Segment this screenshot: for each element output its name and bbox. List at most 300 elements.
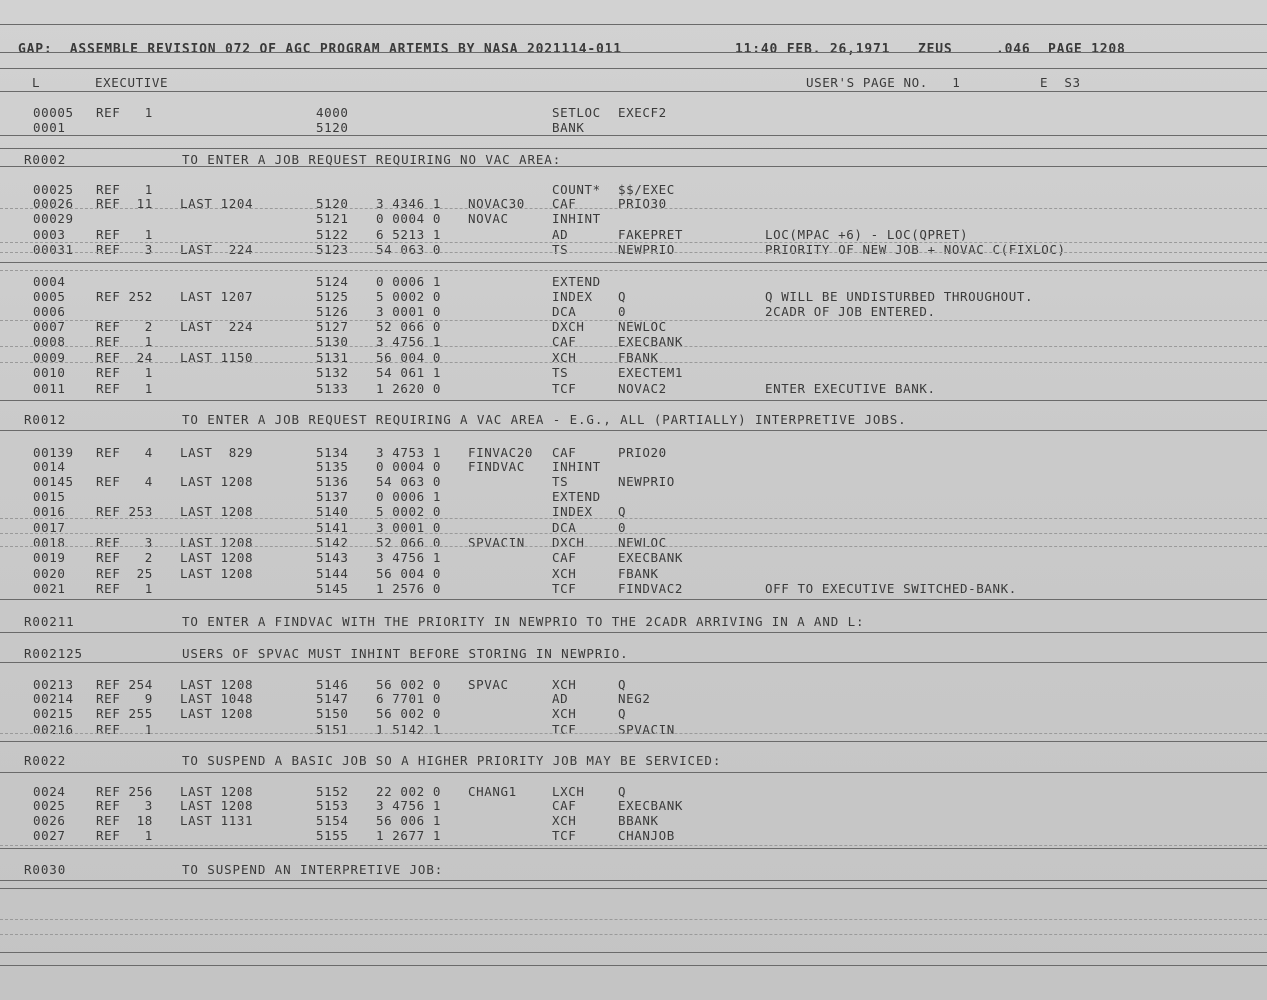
line-number: 0024 xyxy=(33,784,66,799)
line-number: 0006 xyxy=(33,304,66,319)
ruled-line xyxy=(0,965,1267,966)
operand: NEG2 xyxy=(618,691,651,706)
ruled-line xyxy=(0,24,1267,25)
opcode: XCH xyxy=(552,677,577,692)
opcode: CAF xyxy=(552,445,577,460)
opcode: INHINT xyxy=(552,211,601,226)
octal-code: 54 063 0 xyxy=(376,474,442,489)
ruled-line xyxy=(0,270,1267,271)
operand: Q xyxy=(618,504,627,519)
ruled-line xyxy=(0,733,1267,734)
address: 5122 xyxy=(316,227,349,242)
section-number: R0022 xyxy=(24,753,67,768)
address: 5140 xyxy=(316,504,349,519)
octal-code: 56 004 0 xyxy=(376,566,442,581)
opcode: LXCH xyxy=(552,784,585,799)
opcode: TCF xyxy=(552,581,577,596)
ruled-line xyxy=(0,919,1267,920)
operand: BBANK xyxy=(618,813,659,828)
line-number: 0007 xyxy=(33,319,66,334)
listing-row xyxy=(0,678,1267,692)
line-number: 00026 xyxy=(33,196,74,211)
address: 5151 xyxy=(316,722,349,737)
octal-code: 54 061 1 xyxy=(376,365,442,380)
last-ref: LAST 1208 xyxy=(180,677,254,692)
listing-row xyxy=(0,567,1267,581)
comment: Q WILL BE UNDISTURBED THROUGHOUT. xyxy=(765,289,1034,304)
page-subheader xyxy=(0,76,1267,90)
octal-code: 3 0001 0 xyxy=(376,520,442,535)
opcode: TS xyxy=(552,242,569,257)
opcode: BANK xyxy=(552,120,585,135)
listing-row xyxy=(0,829,1267,843)
octal-code: 0 0006 1 xyxy=(376,489,442,504)
opcode: DCA xyxy=(552,520,577,535)
opcode: INDEX xyxy=(552,289,593,304)
last-ref: LAST 1204 xyxy=(180,196,254,211)
ref: REF 1 xyxy=(96,182,153,197)
ruled-line xyxy=(0,741,1267,742)
last-ref: LAST 1048 xyxy=(180,691,254,706)
address: 5120 xyxy=(316,120,349,135)
ref: REF 1 xyxy=(96,722,153,737)
section-title: TO ENTER A JOB REQUEST REQUIRING A VAC AREA - E.G., ALL (PARTIALLY) INTERPRETIVE JOBS. xyxy=(182,412,907,427)
octal-code: 3 0001 0 xyxy=(376,304,442,319)
section-header xyxy=(0,615,1267,629)
ref: REF 255 xyxy=(96,706,153,721)
ruled-line xyxy=(0,430,1267,431)
ruled-line xyxy=(0,888,1267,889)
listing-row xyxy=(0,490,1267,504)
listing-row xyxy=(0,212,1267,226)
listing-row xyxy=(0,799,1267,813)
line-number: 00139 xyxy=(33,445,74,460)
opcode: CAF xyxy=(552,798,577,813)
listing-row xyxy=(0,243,1267,257)
header-page: PAGE 1208 xyxy=(1048,42,1126,57)
ruled-line xyxy=(0,320,1267,321)
ref: REF 254 xyxy=(96,677,153,692)
comment: 2CADR OF JOB ENTERED. xyxy=(765,304,936,319)
ref: REF 3 xyxy=(96,242,153,257)
line-number: 00025 xyxy=(33,182,74,197)
operand: EXECBANK xyxy=(618,550,684,565)
operand: 0 xyxy=(618,304,627,319)
ruled-line xyxy=(0,208,1267,209)
octal-code: 1 2576 0 xyxy=(376,581,442,596)
line-number: 0001 xyxy=(33,120,66,135)
listing-row xyxy=(0,228,1267,242)
comment: ENTER EXECUTIVE BANK. xyxy=(765,381,936,396)
line-number: 0017 xyxy=(33,520,66,535)
address: 5153 xyxy=(316,798,349,813)
ref: REF 1 xyxy=(96,828,153,843)
opcode: DXCH xyxy=(552,319,585,334)
opcode: DCA xyxy=(552,304,577,319)
ruled-line xyxy=(0,242,1267,243)
ref: REF 1 xyxy=(96,334,153,349)
octal-code: 22 002 0 xyxy=(376,784,442,799)
operand: FINDVAC2 xyxy=(618,581,684,596)
section-header xyxy=(0,413,1267,427)
ref: REF 2 xyxy=(96,319,153,334)
last-ref: LAST 1207 xyxy=(180,289,254,304)
label: FINDVAC xyxy=(468,459,525,474)
section-header xyxy=(0,754,1267,768)
last-ref: LAST 1208 xyxy=(180,550,254,565)
listing-row xyxy=(0,460,1267,474)
section-title: TO SUSPEND AN INTERPRETIVE JOB: xyxy=(182,862,444,877)
listing-row xyxy=(0,814,1267,828)
address: 5141 xyxy=(316,520,349,535)
listing-row xyxy=(0,382,1267,396)
label: CHANG1 xyxy=(468,784,517,799)
address: 5131 xyxy=(316,350,349,365)
line-number: 00005 xyxy=(33,105,74,120)
subheader-suffix: E S3 xyxy=(1040,75,1081,90)
operand: EXECF2 xyxy=(618,105,667,120)
octal-code: 3 4756 1 xyxy=(376,334,442,349)
opcode: XCH xyxy=(552,566,577,581)
opcode: EXTEND xyxy=(552,274,601,289)
ref: REF 4 xyxy=(96,445,153,460)
operand: 0 xyxy=(618,520,627,535)
section-header xyxy=(0,863,1267,877)
listing-row xyxy=(0,785,1267,799)
address: 5123 xyxy=(316,242,349,257)
operand: PRIO30 xyxy=(618,196,667,211)
opcode: AD xyxy=(552,227,569,242)
line-number: 0010 xyxy=(33,365,66,380)
ruled-line xyxy=(0,148,1267,149)
ruled-line xyxy=(0,952,1267,953)
operand: NEWPRIO xyxy=(618,242,675,257)
ruled-line xyxy=(0,362,1267,363)
listing-row xyxy=(0,305,1267,319)
ref: REF 1 xyxy=(96,381,153,396)
address: 5152 xyxy=(316,784,349,799)
octal-code: 5 0002 0 xyxy=(376,289,442,304)
opcode: INDEX xyxy=(552,504,593,519)
octal-code: 52 066 0 xyxy=(376,319,442,334)
opcode: TCF xyxy=(552,722,577,737)
listing-row xyxy=(0,275,1267,289)
octal-code: 5 0002 0 xyxy=(376,504,442,519)
ref: REF 18 xyxy=(96,813,153,828)
subheader-l: L xyxy=(32,75,41,90)
listing-row xyxy=(0,505,1267,519)
octal-code: 0 0006 1 xyxy=(376,274,442,289)
octal-code: 1 2677 1 xyxy=(376,828,442,843)
last-ref: LAST 1208 xyxy=(180,566,254,581)
opcode: COUNT* xyxy=(552,182,601,197)
line-number: 00215 xyxy=(33,706,74,721)
listing-row xyxy=(0,707,1267,721)
ruled-line xyxy=(0,346,1267,347)
octal-code: 0 0004 0 xyxy=(376,211,442,226)
octal-code: 3 4346 1 xyxy=(376,196,442,211)
line-number: 00214 xyxy=(33,691,74,706)
last-ref: LAST 1131 xyxy=(180,813,254,828)
operand: FBANK xyxy=(618,350,659,365)
last-ref: LAST 1208 xyxy=(180,535,254,550)
octal-code: 3 4756 1 xyxy=(376,798,442,813)
line-number: 00216 xyxy=(33,722,74,737)
address: 5155 xyxy=(316,828,349,843)
ruled-line xyxy=(0,135,1267,136)
last-ref: LAST 1208 xyxy=(180,474,254,489)
address: 5146 xyxy=(316,677,349,692)
opcode: SETLOC xyxy=(552,105,601,120)
address: 5132 xyxy=(316,365,349,380)
operand: Q xyxy=(618,289,627,304)
label: SPVACIN xyxy=(468,535,525,550)
last-ref: LAST 829 xyxy=(180,445,254,460)
octal-code: 56 006 1 xyxy=(376,813,442,828)
line-number: 00213 xyxy=(33,677,74,692)
last-ref: LAST 1150 xyxy=(180,350,254,365)
octal-code: 56 002 0 xyxy=(376,677,442,692)
section-number: R002125 xyxy=(24,646,83,661)
line-number: 00029 xyxy=(33,211,74,226)
listing-row xyxy=(0,290,1267,304)
line-number: 0020 xyxy=(33,566,66,581)
address: 5143 xyxy=(316,550,349,565)
line-number: 0025 xyxy=(33,798,66,813)
octal-code: 56 002 0 xyxy=(376,706,442,721)
address: 5127 xyxy=(316,319,349,334)
label: FINVAC20 xyxy=(468,445,534,460)
header-time: 11:40 FEB. 26,1971 xyxy=(735,42,891,57)
opcode: EXTEND xyxy=(552,489,601,504)
octal-code: 1 5142 1 xyxy=(376,722,442,737)
operand: NOVAC2 xyxy=(618,381,667,396)
operand: $$/EXEC xyxy=(618,182,675,197)
line-number: 0009 xyxy=(33,350,66,365)
listing-row xyxy=(0,106,1267,120)
section-header xyxy=(0,153,1267,167)
line-number: 0015 xyxy=(33,489,66,504)
comment: PRIORITY OF NEW JOB + NOVAC C(FIXLOC) xyxy=(765,242,1066,257)
line-number: 0014 xyxy=(33,459,66,474)
octal-code: 54 063 0 xyxy=(376,242,442,257)
operand: EXECTEM1 xyxy=(618,365,684,380)
last-ref: LAST 1208 xyxy=(180,504,254,519)
ruled-line xyxy=(0,599,1267,600)
opcode: DXCH xyxy=(552,535,585,550)
users-page: USER'S PAGE NO. 1 xyxy=(806,75,961,90)
opcode: TS xyxy=(552,365,569,380)
operand: NEWPRIO xyxy=(618,474,675,489)
ruled-line xyxy=(0,934,1267,935)
opcode: TCF xyxy=(552,828,577,843)
octal-code: 52 066 0 xyxy=(376,535,442,550)
ref: REF 25 xyxy=(96,566,153,581)
header-code: .046 xyxy=(996,42,1031,57)
ruled-line xyxy=(0,848,1267,849)
line-number: 0003 xyxy=(33,227,66,242)
operand: Q xyxy=(618,706,627,721)
section-header xyxy=(0,647,1267,661)
last-ref: LAST 224 xyxy=(180,242,254,257)
listing-row xyxy=(0,536,1267,550)
header-system: ZEUS xyxy=(918,42,953,57)
listing-row xyxy=(0,320,1267,334)
ruled-line xyxy=(0,632,1267,633)
octal-code: 3 4756 1 xyxy=(376,550,442,565)
section-title: TO ENTER A JOB REQUEST REQUIRING NO VAC AREA: xyxy=(182,152,562,167)
line-number: 00031 xyxy=(33,242,74,257)
ruled-line xyxy=(0,845,1267,846)
operand: Q xyxy=(618,784,627,799)
line-number: 0016 xyxy=(33,504,66,519)
address: 5145 xyxy=(316,581,349,596)
line-number: 0011 xyxy=(33,381,66,396)
operand: NEWLOC xyxy=(618,319,667,334)
ref: REF 1 xyxy=(96,365,153,380)
opcode: CAF xyxy=(552,334,577,349)
ref: REF 4 xyxy=(96,474,153,489)
ruled-line xyxy=(0,262,1267,263)
address: 5136 xyxy=(316,474,349,489)
octal-code: 56 004 0 xyxy=(376,350,442,365)
opcode: AD xyxy=(552,691,569,706)
line-number: 0021 xyxy=(33,581,66,596)
operand: SPVACIN xyxy=(618,722,675,737)
operand: NEWLOC xyxy=(618,535,667,550)
listing-row xyxy=(0,183,1267,197)
listing-row xyxy=(0,446,1267,460)
ruled-line xyxy=(0,91,1267,92)
opcode: INHINT xyxy=(552,459,601,474)
section-title: TO SUSPEND A BASIC JOB SO A HIGHER PRIORITY JOB MAY BE SERVICED: xyxy=(182,753,722,768)
address: 5154 xyxy=(316,813,349,828)
opcode: TS xyxy=(552,474,569,489)
last-ref: LAST 224 xyxy=(180,319,254,334)
last-ref: LAST 1208 xyxy=(180,798,254,813)
listing-row xyxy=(0,366,1267,380)
ref: REF 1 xyxy=(96,581,153,596)
ruled-line xyxy=(0,52,1267,53)
octal-code: 0 0004 0 xyxy=(376,459,442,474)
ruled-line xyxy=(0,533,1267,534)
opcode: XCH xyxy=(552,350,577,365)
listing-row xyxy=(0,692,1267,706)
subheader-name: EXECUTIVE xyxy=(95,75,169,90)
address: 5120 xyxy=(316,196,349,211)
section-number: R00211 xyxy=(24,614,75,629)
ref: REF 24 xyxy=(96,350,153,365)
line-number: 00145 xyxy=(33,474,74,489)
operand: CHANJOB xyxy=(618,828,675,843)
section-number: R0030 xyxy=(24,862,67,877)
ref: REF 1 xyxy=(96,227,153,242)
last-ref: LAST 1208 xyxy=(180,784,254,799)
opcode: TCF xyxy=(552,381,577,396)
ruled-line xyxy=(0,546,1267,547)
ref: REF 9 xyxy=(96,691,153,706)
address: 5134 xyxy=(316,445,349,460)
ref: REF 3 xyxy=(96,535,153,550)
section-title: USERS OF SPVAC MUST INHINT BEFORE STORING IN NEWPRIO. xyxy=(182,646,629,661)
line-number: 0018 xyxy=(33,535,66,550)
ruled-line xyxy=(0,772,1267,773)
ruled-line xyxy=(0,166,1267,167)
address: 5147 xyxy=(316,691,349,706)
address: 5135 xyxy=(316,459,349,474)
opcode: XCH xyxy=(552,706,577,721)
operand: EXECBANK xyxy=(618,334,684,349)
ruled-line xyxy=(0,68,1267,69)
ref: REF 253 xyxy=(96,504,153,519)
address: 5150 xyxy=(316,706,349,721)
line-number: 0027 xyxy=(33,828,66,843)
octal-code: 1 2620 0 xyxy=(376,381,442,396)
comment: LOC(MPAC +6) - LOC(QPRET) xyxy=(765,227,969,242)
operand: FAKEPRET xyxy=(618,227,684,242)
ref: REF 3 xyxy=(96,798,153,813)
ref: REF 11 xyxy=(96,196,153,211)
operand: PRIO20 xyxy=(618,445,667,460)
listing-row xyxy=(0,475,1267,489)
address: 5137 xyxy=(316,489,349,504)
ruled-line xyxy=(0,518,1267,519)
listing-row xyxy=(0,723,1267,737)
ref: REF 1 xyxy=(96,105,153,120)
octal-code: 6 5213 1 xyxy=(376,227,442,242)
section-number: R0002 xyxy=(24,152,67,167)
listing-row xyxy=(0,582,1267,596)
address: 5126 xyxy=(316,304,349,319)
opcode: CAF xyxy=(552,550,577,565)
line-number: 0008 xyxy=(33,334,66,349)
address: 5124 xyxy=(316,274,349,289)
ruled-line xyxy=(0,880,1267,881)
section-title: TO ENTER A FINDVAC WITH THE PRIORITY IN NEWPRIO TO THE 2CADR ARRIVING IN A AND L: xyxy=(182,614,865,629)
opcode: CAF xyxy=(552,196,577,211)
ruled-line xyxy=(0,662,1267,663)
ref: REF 256 xyxy=(96,784,153,799)
opcode: XCH xyxy=(552,813,577,828)
octal-code: 6 7701 0 xyxy=(376,691,442,706)
label: SPVAC xyxy=(468,677,509,692)
ruled-line xyxy=(0,400,1267,401)
line-number: 0004 xyxy=(33,274,66,289)
operand: EXECBANK xyxy=(618,798,684,813)
comment: OFF TO EXECUTIVE SWITCHED-BANK. xyxy=(765,581,1017,596)
label: NOVAC xyxy=(468,211,509,226)
label: NOVAC30 xyxy=(468,196,525,211)
address: 5130 xyxy=(316,334,349,349)
line-number: 0026 xyxy=(33,813,66,828)
address: 5121 xyxy=(316,211,349,226)
ref: REF 2 xyxy=(96,550,153,565)
line-number: 0019 xyxy=(33,550,66,565)
section-number: R0012 xyxy=(24,412,67,427)
address: 5142 xyxy=(316,535,349,550)
address: 5125 xyxy=(316,289,349,304)
header-title: GAP: ASSEMBLE REVISION 072 OF AGC PROGRAM ARTEMIS BY NASA 2021114-011 xyxy=(18,42,622,57)
octal-code: 3 4753 1 xyxy=(376,445,442,460)
address: 5133 xyxy=(316,381,349,396)
operand: FBANK xyxy=(618,566,659,581)
line-number: 0005 xyxy=(33,289,66,304)
page-header xyxy=(0,43,1267,57)
ref: REF 252 xyxy=(96,289,153,304)
last-ref: LAST 1208 xyxy=(180,706,254,721)
listing-row xyxy=(0,121,1267,135)
operand: Q xyxy=(618,677,627,692)
